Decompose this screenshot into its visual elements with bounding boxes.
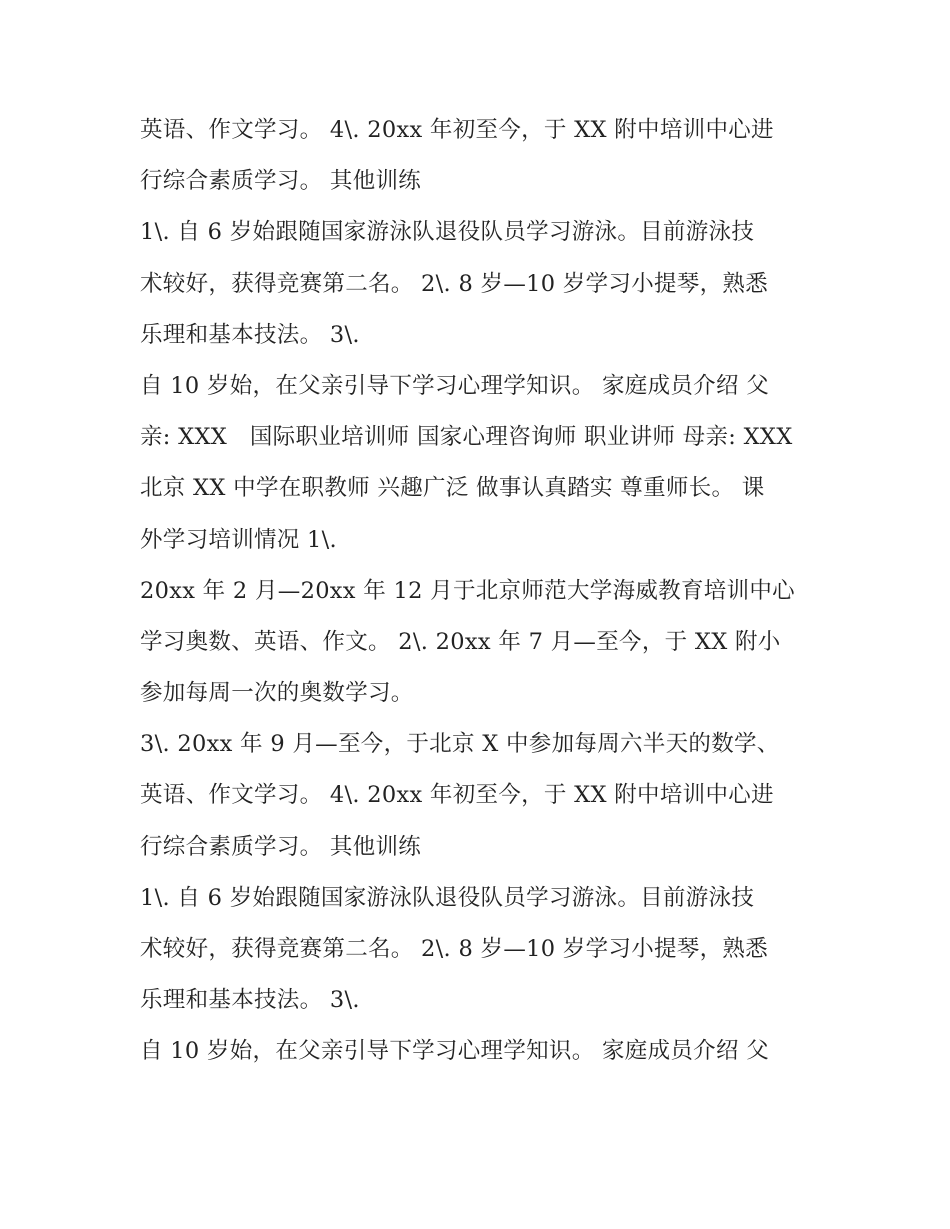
text-line: 参加每周一次的奥数学习。 [140,680,414,707]
text-line: 自 10 岁始，在父亲引导下学习心理学知识。 家庭成员介绍 父 [140,372,770,399]
text-line: 外学习培训情况 1\. [140,526,338,553]
text-line: 北京 XX 中学在职教师 兴趣广泛 做事认真踏实 尊重师长。 课 [140,475,765,502]
text-line: 英语、作文学习。 4\. 20xx 年初至今，于 XX 附中培训中心进 [140,117,774,143]
text-line: 术较好，获得竞赛第二名。 2\. 8 岁—10 岁学习小提琴，熟悉 [140,270,769,297]
text-line: 自 10 岁始，在父亲引导下学习心理学知识。 家庭成员介绍 父 [140,1038,770,1065]
document-body-text [140,105,820,1078]
text-line: 1\. 自 6 岁始跟随国家游泳队退役队员学习游泳。目前游泳技 [140,884,755,911]
text-line: 行综合素质学习。 其他训练 [140,833,422,860]
text-line: 20xx 年 2 月—20xx 年 12 月于北京师范大学海威教育培训中心 [140,577,795,604]
text-line: 乐理和基本技法。 3\. [140,987,360,1014]
text-line: 行综合素质学习。 其他训练 [140,168,422,195]
text-line: 英语、作文学习。 4\. 20xx 年初至今，于 XX 附中培训中心进 [140,782,774,809]
text-line: 乐理和基本技法。 3\. [140,321,360,348]
text-line: 术较好，获得竞赛第二名。 2\. 8 岁—10 岁学习小提琴，熟悉 [140,936,769,962]
text-line: 亲: XXX 国际职业培训师 国家心理咨询师 职业讲师 母亲: XXX [140,424,793,451]
text-line: 1\. 自 6 岁始跟随国家游泳队退役队员学习游泳。目前游泳技 [140,219,755,246]
text-line: 学习奥数、英语、作文。 2\. 20xx 年 7 月—至今，于 XX 附小 [140,628,781,655]
text-line: 3\. 20xx 年 9 月—至今，于北京 X 中参加每周六半天的数学、 [140,731,780,758]
